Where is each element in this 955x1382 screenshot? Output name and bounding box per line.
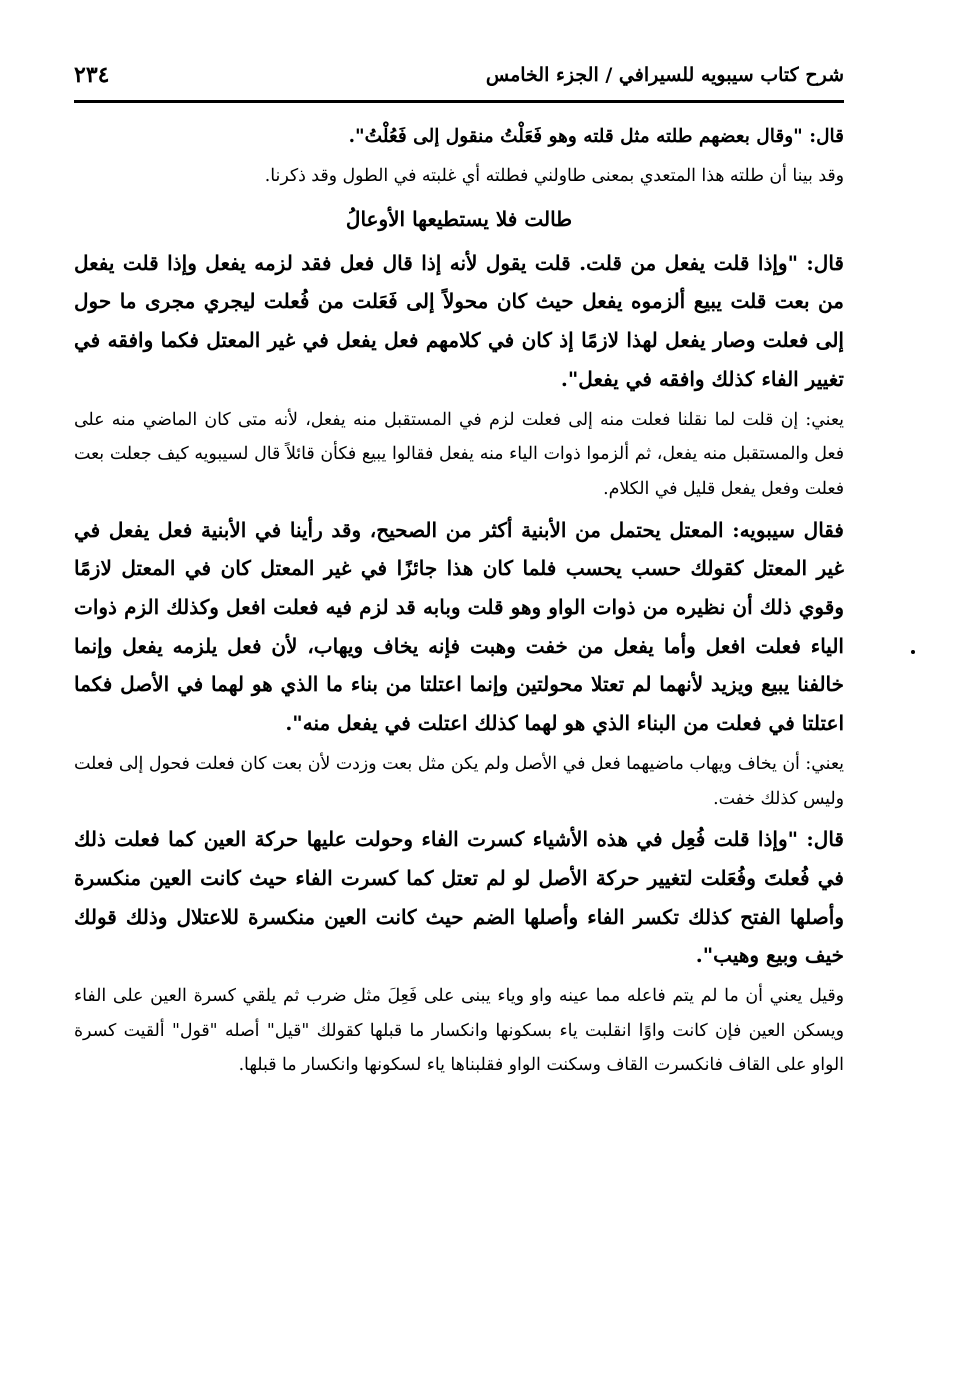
paragraph-4: يعني: إن قلت لما نقلنا فعلت منه إلى فعلت لزم في المستقبل منه يفعل، لأنه متى كان الماضي منه على فعل والمستقبل منه يفعل، ثم ألزموا ذوات الياء منه يفعل فقالوا يبيع فكأن قائلاً قال لسيبويه كيف جعلت بعت فعلت وفعل يفعل قليل في الكلام.: [74, 409, 844, 499]
poetry-verse: طالت فلا يستطيعها الأوعالُ: [345, 206, 573, 231]
page-number: ٢٣٤: [74, 62, 110, 88]
scan-speck: [911, 650, 915, 654]
paragraph-3: قال: "وإذا قلت يفعل من قلت. قلت يقول لأنه إذا قال فعل فقد لزمه يفعل وإذا قلت يفعل من بعت قلت يبيع ألزموه يفعل حيث كان محولاً إلى فَعَلت من فُعلت ليجري مجرى ما حول إلى فعلت وصار يفعل لهذا لازمًا إذ كان في كلامهم فعل يفعل في غير المعتل فكما وافقه في تغيير الفاء كذلك وافقه في يفعل".: [74, 250, 844, 391]
paragraph-6: يعني: أن يخاف ويهاب ماضيهما فعل في الأصل ولم يكن مثل بعت وزدت لأن بعت كان فعلت فحول إلى فعلت وليس كذلك خفت.: [74, 753, 844, 809]
book-page: [74, 56, 844, 1087]
paragraph-8: وقيل يعني أن ما لم يتم فاعله مما عينه واو وياء يبنى على فَعِلَ مثل ضرب ثم يلقي كسرة العين على الفاء ويسكن العين فإن كانت واوًا انقلبت ياء بسكونها وانكسار ما قبلها كقولك "قيل" أصله "قول" ألقيت كسرة الواو على القاف فانكسرت القاف وسكنت الواو فقلبناها ياء لسكونها وانكسار ما قبلها.: [74, 986, 844, 1076]
paragraph-1: قال: "وقال بعضهم طلته مثل قلته وهو فَعَلْتُ منقول إلى فَعُلْتُ".: [348, 126, 844, 147]
paragraph-7: قال: "وإذا قلت فُعِل في هذه الأشياء كسرت الفاء وحولت عليها حركة العين كما فعلت ذلك في فُعلتَ وفُعَلت لتغيير حركة الأصل لو لم تعتل كما كسرت الفاء حيث كانت العين منكسرة وأصلها الفتح كذلك تكسر الفاء وأصلها الضم حيث كانت العين منكسرة للاعتلال وذلك قولك خيف وبيع وهيب".: [74, 827, 844, 968]
page-body: [74, 103, 844, 1083]
paragraph-5: فقال سيبويه: المعتل يحتمل من الأبنية أكثر من الصحيح، وقد رأينا في الأبنية فعل يفعل في غير المعتل كقولك حسب يحسب فلما كان هذا جائزًا في غير المعتل كان في المعتل لازمًا وقوي ذلك أن نظيره من ذوات الواو وهو قلت وبابه قد لزم فيه فعلت افعل وكذلك الزم ذوات الياء فعلت افعل وأما يفعل من خفت وهبت فإنه يخاف ويهاب، لأن فعل يلزمه يفعل وإنما خالفنا يبيع ويزيد لأنهما لم تعتلا محولتين وإنما اعتلتا من بناء ما الذي هو لهما في الأصل فكما اعتلتا في فعلت من البناء الذي هو لهما كذلك اعتلت في يفعل منه".: [74, 517, 844, 736]
paragraph-2: وقد بينا أن طلته هذا المتعدي بمعنى طاولني فطلته أي غلبته في الطول وقد ذكرنا.: [264, 166, 844, 186]
running-header: [74, 56, 844, 103]
header-title: شرح كتاب سيبويه للسيرافي / الجزء الخامس: [485, 64, 844, 86]
